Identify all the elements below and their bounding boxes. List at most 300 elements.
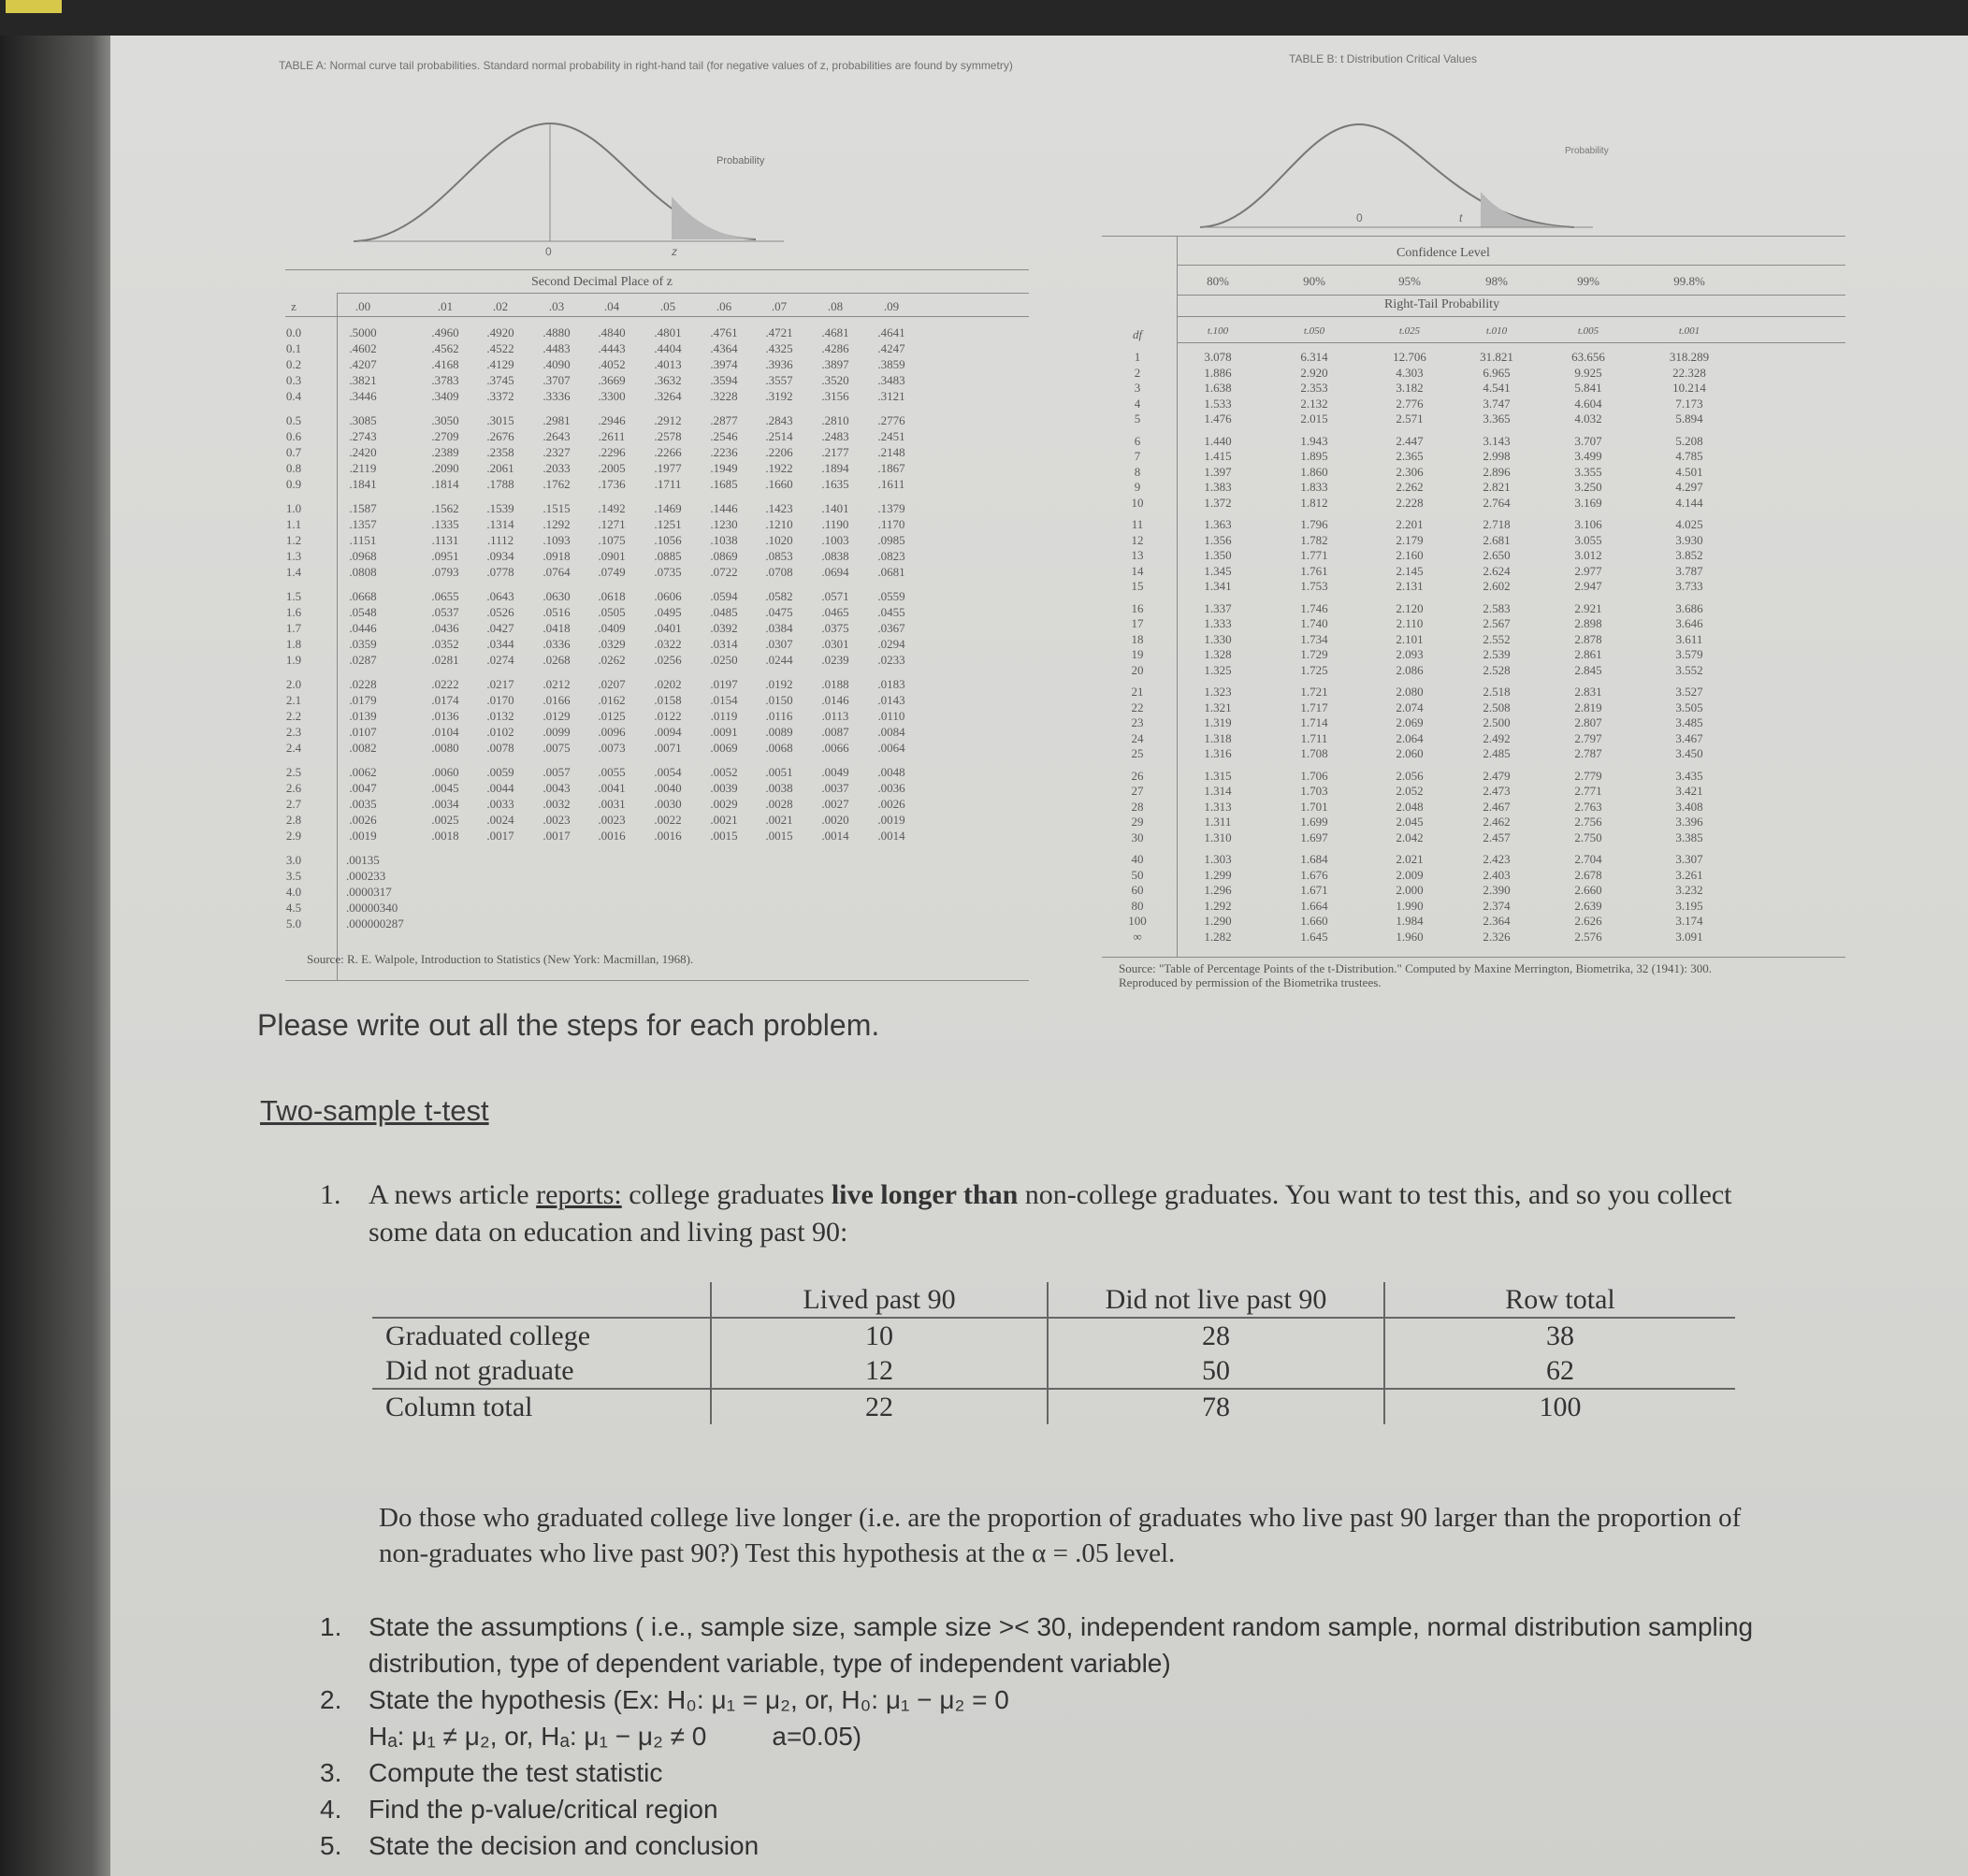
df-value: 23 [1131,715,1144,729]
critical-value: 1.746 [1300,600,1328,615]
critical-value: 2.365 [1396,449,1424,463]
df-value: 30 [1131,830,1144,844]
probability-cell: .1736 [598,477,626,491]
probability-cell: .3192 [765,389,793,403]
probability-cell: .0618 [598,589,626,603]
critical-value: 2.374 [1483,898,1511,913]
critical-value: 3.396 [1675,815,1703,829]
probability-cell: .0375 [821,621,849,635]
critical-value: 3.733 [1675,579,1703,593]
probability-cell: .0015 [710,829,738,843]
probability-cell: .3707 [543,373,571,387]
rule [1102,236,1845,237]
critical-value: 1.699 [1300,815,1328,829]
probability-cell: .2389 [431,445,459,459]
critical-value: 2.093 [1396,647,1424,661]
probability-cell: .2810 [821,413,849,427]
z-value: 1.7 [285,621,302,635]
tail-header: Right-Tail Probability [1384,297,1500,311]
critical-value: 2.567 [1483,616,1511,630]
step-number: 3. [320,1758,342,1787]
probability-cell: .0038 [765,781,793,795]
probability-cell: .3974 [710,357,738,371]
problem-text: A news article [369,1179,537,1210]
probability-cell: .2578 [654,429,682,443]
critical-value: 3.435 [1675,768,1703,783]
probability-cell: .0170 [486,693,514,707]
probability-cell: .0116 [765,709,793,723]
probability-cell: .0250 [710,653,738,667]
critical-value: 3.747 [1483,396,1511,411]
probability-cell: .3156 [821,389,849,403]
probability-cell: .0016 [598,829,626,843]
probability-cell: .4920 [486,325,514,339]
probability-cell: .1379 [877,501,905,515]
critical-value: 2.042 [1396,830,1424,844]
step-number: 4. [320,1795,342,1824]
critical-value: 2.262 [1396,480,1424,494]
probability-cell: .0039 [710,781,738,795]
df-value: 5 [1134,411,1141,426]
critical-value: 2.750 [1574,830,1602,844]
t-curve-label-zero: 0 [1356,211,1363,224]
rule [285,269,1029,270]
rule [1177,295,1845,296]
critical-value: 1.323 [1204,685,1232,699]
z-value: 2.8 [285,813,302,827]
critical-value: 1.984 [1396,914,1424,928]
z-value: 2.2 [285,709,302,723]
probability-cell: .0287 [349,653,377,667]
critical-value: 3.611 [1675,631,1703,646]
df-value: 3 [1134,381,1141,395]
probability-cell: .0475 [765,605,793,619]
df-value: 21 [1131,685,1144,699]
probability-cell: .2061 [486,461,514,475]
probability-cell: .0427 [486,621,514,635]
critical-value: 1.333 [1204,616,1232,630]
critical-value: 2.624 [1483,563,1511,578]
probability-cell: .0735 [654,565,682,579]
probability-cell: .00135 [346,853,380,867]
critical-value: 2.045 [1396,815,1424,829]
probability-cell: .0029 [710,797,738,811]
confidence-level: 99% [1577,274,1599,288]
probability-cell: .0091 [710,725,738,739]
probability-cell: .3669 [598,373,626,387]
critical-value: 2.467 [1483,799,1511,814]
critical-value: 1.708 [1300,746,1328,760]
reports-link[interactable]: reports: [536,1179,622,1210]
critical-value: 1.725 [1300,662,1328,677]
critical-value: 1.383 [1204,480,1232,494]
tail-column: t.010 [1485,325,1508,337]
critical-value: 2.353 [1300,381,1328,395]
probability-cell: .0022 [654,813,682,827]
critical-value: 3.232 [1675,883,1703,897]
probability-cell: .0322 [654,637,682,651]
probability-cell: .1562 [431,501,459,515]
probability-cell: .0102 [486,725,514,739]
probability-cell: .0028 [765,797,793,811]
probability-cell: .0066 [821,741,849,755]
z-value: 1.4 [285,565,302,579]
column-header: .03 [548,299,565,313]
probability-cell: .0281 [431,653,459,667]
probability-cell: .0017 [543,829,571,843]
critical-value: 2.447 [1396,433,1424,448]
probability-cell: .2676 [486,429,514,443]
probability-cell: .0110 [877,709,905,723]
df-value: 27 [1131,784,1144,798]
step-5 [320,1827,1790,1864]
problem-number: 1. [320,1179,341,1210]
critical-value: 2.101 [1396,631,1424,646]
critical-value: 2.364 [1483,914,1511,928]
probability-cell: .0080 [431,741,459,755]
critical-value: 1.350 [1204,548,1232,562]
probability-cell: .3557 [765,373,793,387]
critical-value: 2.080 [1396,685,1424,699]
probability-cell: .3050 [431,413,459,427]
probability-cell: .1314 [486,517,514,531]
step-text: Compute the test statistic [369,1758,663,1787]
critical-value: 1.782 [1300,532,1328,547]
problem-1 [320,1176,1779,1251]
probability-cell: .0418 [543,621,571,635]
column-header: z [291,299,297,313]
z-value: 1.8 [285,637,302,651]
probability-cell: .3409 [431,389,459,403]
probability-cell: .0014 [821,829,849,843]
critical-value: 2.064 [1396,730,1424,745]
probability-cell: .1292 [543,517,571,531]
probability-cell: .0057 [543,765,571,779]
probability-cell: .4013 [654,357,682,371]
confidence-level: 98% [1485,274,1508,288]
critical-value: 2.479 [1483,768,1511,783]
critical-value: 1.341 [1204,579,1232,593]
critical-value: 2.756 [1574,815,1602,829]
critical-value: 1.711 [1300,730,1328,745]
critical-value: 1.753 [1300,579,1328,593]
critical-value: 2.898 [1574,616,1602,630]
critical-value: 2.821 [1483,480,1511,494]
tail-column: t.001 [1678,325,1700,337]
probability-cell: .0052 [710,765,738,779]
probability-cell: .2709 [431,429,459,443]
z-value: 1.9 [285,653,302,667]
probability-cell: .0516 [543,605,571,619]
critical-value: 3.055 [1574,532,1602,547]
critical-value: 2.660 [1574,883,1602,897]
z-value: 2.0 [285,677,302,691]
critical-value: 3.485 [1675,715,1703,729]
critical-value: 1.664 [1300,898,1328,913]
critical-value: 2.052 [1396,784,1424,798]
df-value: 17 [1131,616,1144,630]
critical-value: 3.174 [1675,914,1703,928]
probability-cell: .0069 [710,741,738,755]
probability-cell: .0188 [821,677,849,691]
probability-cell: .3821 [349,373,377,387]
critical-value: 3.467 [1675,730,1703,745]
critical-value: 3.787 [1675,563,1703,578]
probability-cell: .1949 [710,461,738,475]
z-value: 2.3 [285,725,302,739]
z-value: 2.5 [285,765,302,779]
probability-cell: .0150 [765,693,793,707]
probability-cell: .0068 [765,741,793,755]
probability-cell: .0885 [654,549,682,563]
probability-cell: .0537 [431,605,459,619]
column-header: .02 [492,299,509,313]
critical-value: 1.316 [1204,746,1232,760]
probability-cell: .0968 [349,549,377,563]
critical-value: 4.297 [1675,480,1703,494]
step-text: State the assumptions ( i.e., sample size, sample size >< 30, independent random sample, normal distribution sampling distribution, type of dependent variable, type of independent variable) [369,1612,1754,1678]
critical-value: 2.650 [1483,548,1511,562]
probability-cell: .0256 [654,653,682,667]
z-value: 0.0 [285,325,302,339]
critical-value: 1.717 [1300,700,1328,714]
probability-cell: .4286 [821,341,849,355]
critical-value: 2.473 [1483,784,1511,798]
table-row [372,1353,1735,1389]
critical-value: 3.450 [1675,746,1703,760]
probability-cell: .0495 [654,605,682,619]
probability-cell: .0087 [821,725,849,739]
critical-value: 2.776 [1396,396,1424,411]
critical-value: 1.282 [1204,929,1232,944]
critical-value: 2.074 [1396,700,1424,714]
critical-value: 2.009 [1396,867,1424,882]
t-curve-figure [1200,87,1593,265]
df-value: 26 [1131,768,1144,783]
step-text: Find the p-value/critical region [369,1795,718,1824]
probability-cell: .0132 [486,709,514,723]
critical-value: 1.860 [1300,464,1328,479]
probability-cell: .0031 [598,797,626,811]
probability-cell: .0041 [598,781,626,795]
critical-value: 1.701 [1300,799,1328,814]
critical-value: 3.365 [1483,411,1511,426]
probability-cell: .0934 [486,549,514,563]
problem-text: college graduates [621,1179,832,1210]
probability-cell: .1515 [543,501,571,515]
probability-cell: .4168 [431,357,459,371]
probability-cell: .1762 [543,477,571,491]
probability-cell: .0064 [877,741,905,755]
z-value: 0.3 [285,373,302,387]
probability-cell: .0485 [710,605,738,619]
critical-value: 1.319 [1204,715,1232,729]
critical-value: 1.311 [1204,815,1232,829]
critical-value: 2.021 [1396,852,1424,866]
df-value: 22 [1131,700,1144,714]
probability-cell: .0985 [877,533,905,547]
probability-cell: .0228 [349,677,377,691]
step-2 [320,1681,1790,1718]
critical-value: 1.476 [1204,411,1232,426]
instructions: Please write out all the steps for each problem. [257,1008,880,1042]
df-value: 14 [1131,563,1144,578]
probability-cell: .000000287 [346,916,404,931]
probability-cell: .0336 [543,637,571,651]
critical-value: 3.852 [1675,548,1703,562]
probability-cell: .4761 [710,325,738,339]
critical-value: 1.740 [1300,616,1328,630]
alpha-value: a=0.05) [772,1722,862,1751]
probability-cell: .0129 [543,709,571,723]
probability-cell: .0681 [877,565,905,579]
probability-cell: .4483 [543,341,571,355]
critical-value: 2.718 [1483,517,1511,531]
critical-value: 2.779 [1574,768,1602,783]
critical-value: 3.686 [1675,600,1703,615]
probability-cell: .1056 [654,533,682,547]
df-value: 2 [1134,365,1141,380]
critical-value: 3.169 [1574,495,1602,510]
z-value: 2.9 [285,829,302,843]
critical-value: 4.501 [1675,464,1703,479]
probability-cell: .1271 [598,517,626,531]
rule [1177,342,1845,343]
probability-cell: .0526 [486,605,514,619]
probability-cell: .2743 [349,429,377,443]
probability-cell: .0158 [654,693,682,707]
critical-value: 2.132 [1300,396,1328,411]
critical-value: 2.015 [1300,411,1328,426]
probability-cell: .1446 [710,501,738,515]
critical-value: 1.372 [1204,495,1232,510]
critical-value: 7.173 [1675,396,1703,411]
cell: 28 [1048,1318,1384,1353]
probability-cell: .4052 [598,357,626,371]
critical-value: 2.403 [1483,867,1511,882]
probability-cell: .0918 [543,549,571,563]
z-value: 4.0 [285,885,302,899]
critical-value: 2.457 [1483,830,1511,844]
column-header: .06 [716,299,732,313]
probability-cell: .0035 [349,797,377,811]
cell: 100 [1539,1392,1582,1422]
probability-cell: .0869 [710,549,738,563]
probability-cell: .0044 [486,781,514,795]
probability-cell: .0049 [821,765,849,779]
z-value: 0.8 [285,461,302,475]
critical-value: 2.069 [1396,715,1424,729]
rule [1177,265,1845,266]
critical-value: 4.303 [1396,365,1424,380]
probability-cell: .0016 [654,829,682,843]
critical-value: 1.321 [1204,700,1232,714]
probability-cell: .2119 [349,461,377,475]
z-value: 0.6 [285,429,302,443]
critical-value: 1.328 [1204,647,1232,661]
critical-value: 3.579 [1675,647,1703,661]
probability-cell: .0951 [431,549,459,563]
z-value: 0.2 [285,357,302,371]
critical-value: 3.408 [1675,799,1703,814]
critical-value: 2.306 [1396,464,1424,479]
critical-value: 22.328 [1672,365,1706,380]
probability-cell: .2420 [349,445,377,459]
confidence-level: 99.8% [1673,274,1705,288]
indicator [6,0,62,13]
critical-value: 1.330 [1204,631,1232,646]
critical-value: 1.796 [1300,517,1328,531]
table-b-title: TABLE B: t Distribution Critical Values [1289,52,1477,65]
probability-cell: .0047 [349,781,377,795]
probability-cell: .0436 [431,621,459,635]
probability-cell: .0793 [431,565,459,579]
probability-cell: .0026 [349,813,377,827]
critical-value: 1.671 [1300,883,1328,897]
probability-cell: .1685 [710,477,738,491]
critical-value: 1.660 [1300,914,1328,928]
probability-cell: .1867 [877,461,905,475]
probability-cell: .0054 [654,765,682,779]
critical-value: 2.110 [1396,616,1424,630]
probability-cell: .0749 [598,565,626,579]
step-number: 2. [320,1685,342,1714]
critical-value: 318.289 [1669,350,1710,364]
cell: 50 [1048,1353,1384,1389]
z-value: 2.1 [285,693,302,707]
probability-cell: .0119 [710,709,738,723]
critical-value: 5.894 [1675,411,1703,426]
probability-cell: .0392 [710,621,738,635]
probability-cell: .4681 [821,325,849,339]
probability-cell: .2776 [877,413,905,427]
column-header: .04 [603,299,620,313]
t-curve-label-t: t [1459,211,1463,224]
probability-cell: .0040 [654,781,682,795]
critical-value: 2.508 [1483,700,1511,714]
df-value: 6 [1134,433,1141,448]
probability-cell: .3594 [710,373,738,387]
probability-cell: .1894 [821,461,849,475]
df-value: 11 [1131,517,1144,531]
probability-cell: .0166 [543,693,571,707]
critical-value: 2.552 [1483,631,1511,646]
critical-value: 6.965 [1483,365,1511,380]
probability-cell: .0048 [877,765,905,779]
column-header: .01 [437,299,454,313]
probability-cell: .0113 [821,709,849,723]
probability-cell: .1539 [486,501,514,515]
contingency-table [372,1282,1735,1424]
probability-cell: .2148 [877,445,905,459]
critical-value: 1.645 [1300,929,1328,944]
critical-value: 2.998 [1483,449,1511,463]
probability-cell: .4960 [431,325,459,339]
critical-value: 2.920 [1300,365,1328,380]
probability-cell: .0084 [877,725,905,739]
critical-value: 1.415 [1204,449,1232,463]
column-header: .07 [771,299,788,313]
probability-cell: .3483 [877,373,905,387]
df-value: 20 [1131,662,1144,677]
critical-value: 2.571 [1396,411,1424,426]
critical-value: 2.492 [1483,730,1511,745]
critical-value: 1.895 [1300,449,1328,463]
critical-value: 2.326 [1483,929,1511,944]
step-3 [320,1754,1790,1791]
critical-value: 3.527 [1675,685,1703,699]
critical-value: 63.656 [1571,350,1605,364]
